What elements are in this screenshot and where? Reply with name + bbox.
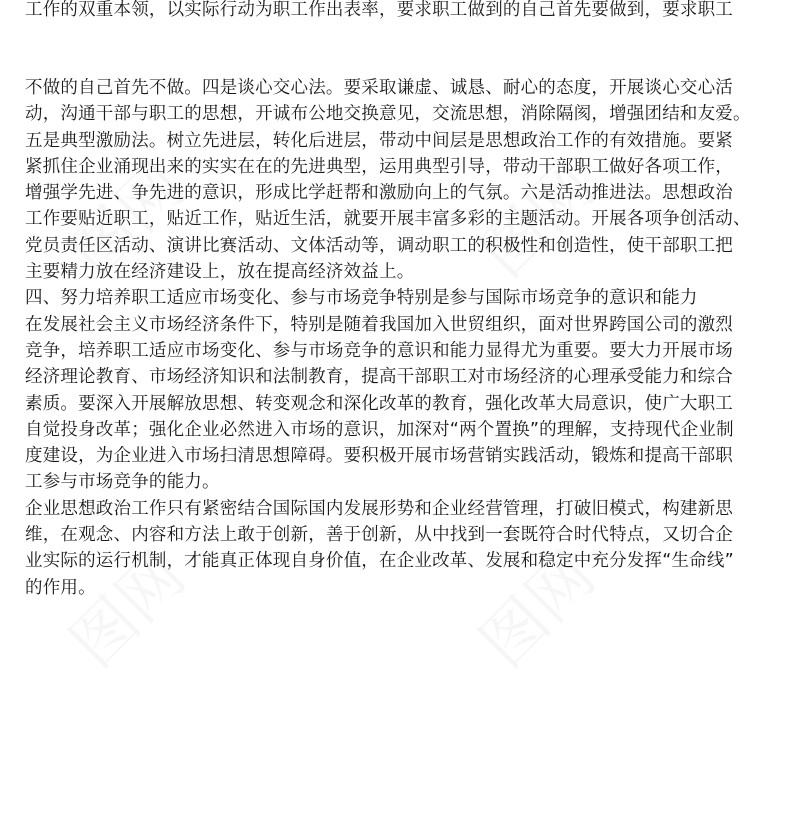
text-line: 企业思想政治工作只有紧密结合国际国内发展形势和企业经营管理，打破旧模式，构建新思 [25,498,733,519]
text-line: 主要精力放在经济建设上，放在提高经济效益上。 [25,262,415,283]
section-heading: 四、努力培养职工适应市场变化、参与市场竞争特别是参与国际市场竞争的意识和能力 [25,288,698,309]
top-fragment-text [25,0,785,23]
text-line: 的作用。 [25,577,96,598]
text-line: 在发展社会主义市场经济条件下，特别是随着我国加入世贸组织，面对世界跨国公司的激烈 [25,314,733,335]
text-line: 党员责任区活动、演讲比赛活动、文体活动等，调动职工的积极性和创造性，使干部职工把 [25,235,733,256]
text-line: 动，沟通干部与职工的思想，开诚布公地交换意见，交流思想，消除隔阂，增强团结和友爱。 [25,104,751,125]
body-text [25,75,785,601]
text-line: 业实际的运行机制，才能真正体现自身价值，在企业改革、发展和稳定中充分发挥“生命线” [25,551,734,572]
text-line: 维，在观念、内容和方法上敢于创新，善于创新，从中找到一套既符合时代特点，又切合企 [25,525,733,546]
text-line: 五是典型激励法。树立先进层，转化后进层，带动中间层是思想政治工作的有效措施。要紧 [25,130,733,151]
text-line: 经济理论教育、市场经济知识和法制教育，提高干部职工对市场经济的心理承受能力和综合 [25,367,733,388]
text-line: 不做的自己首先不做。四是谈心交心法。要采取谦虚、诚恳、耐心的态度，开展谈心交心活 [25,78,733,98]
text-line: 工作要贴近职工，贴近工作，贴近生活，就要开展丰富多彩的主题活动。开展各项争创活动、 [25,209,751,230]
text-line: 增强学先进、争先进的意识，形成比学赶帮和激励向上的气氛。六是活动推进法。思想政治 [25,183,733,204]
text-line: 竞争，培养职工适应市场变化、参与市场竞争的意识和能力显得尤为重要。要大力开展市场 [25,340,733,361]
text-line: 度建设，为企业进入市场扫清思想障碍。要积极开展市场营销实践活动，锻炼和提高干部职 [25,446,733,467]
text-line: 自觉投身改革；强化企业必然进入市场的意识，加深对“两个置换”的理解，支持现代企业制 [25,419,734,440]
text-line: 工参与市场竞争的能力。 [25,472,220,493]
text-line: 素质。要深入开展解放思想、转变观念和深化改革的教育，强化改革大局意识，使广大职工 [25,393,733,414]
text-line: 紧抓住企业涌现出来的实实在在的先进典型，运用典型引导，带动干部职工做好各项工作， [25,156,733,177]
text-line: 工作的双重本领，以实际行动为职工作出表率，要求职工做到的自己首先要做到，要求职工 [25,0,733,20]
